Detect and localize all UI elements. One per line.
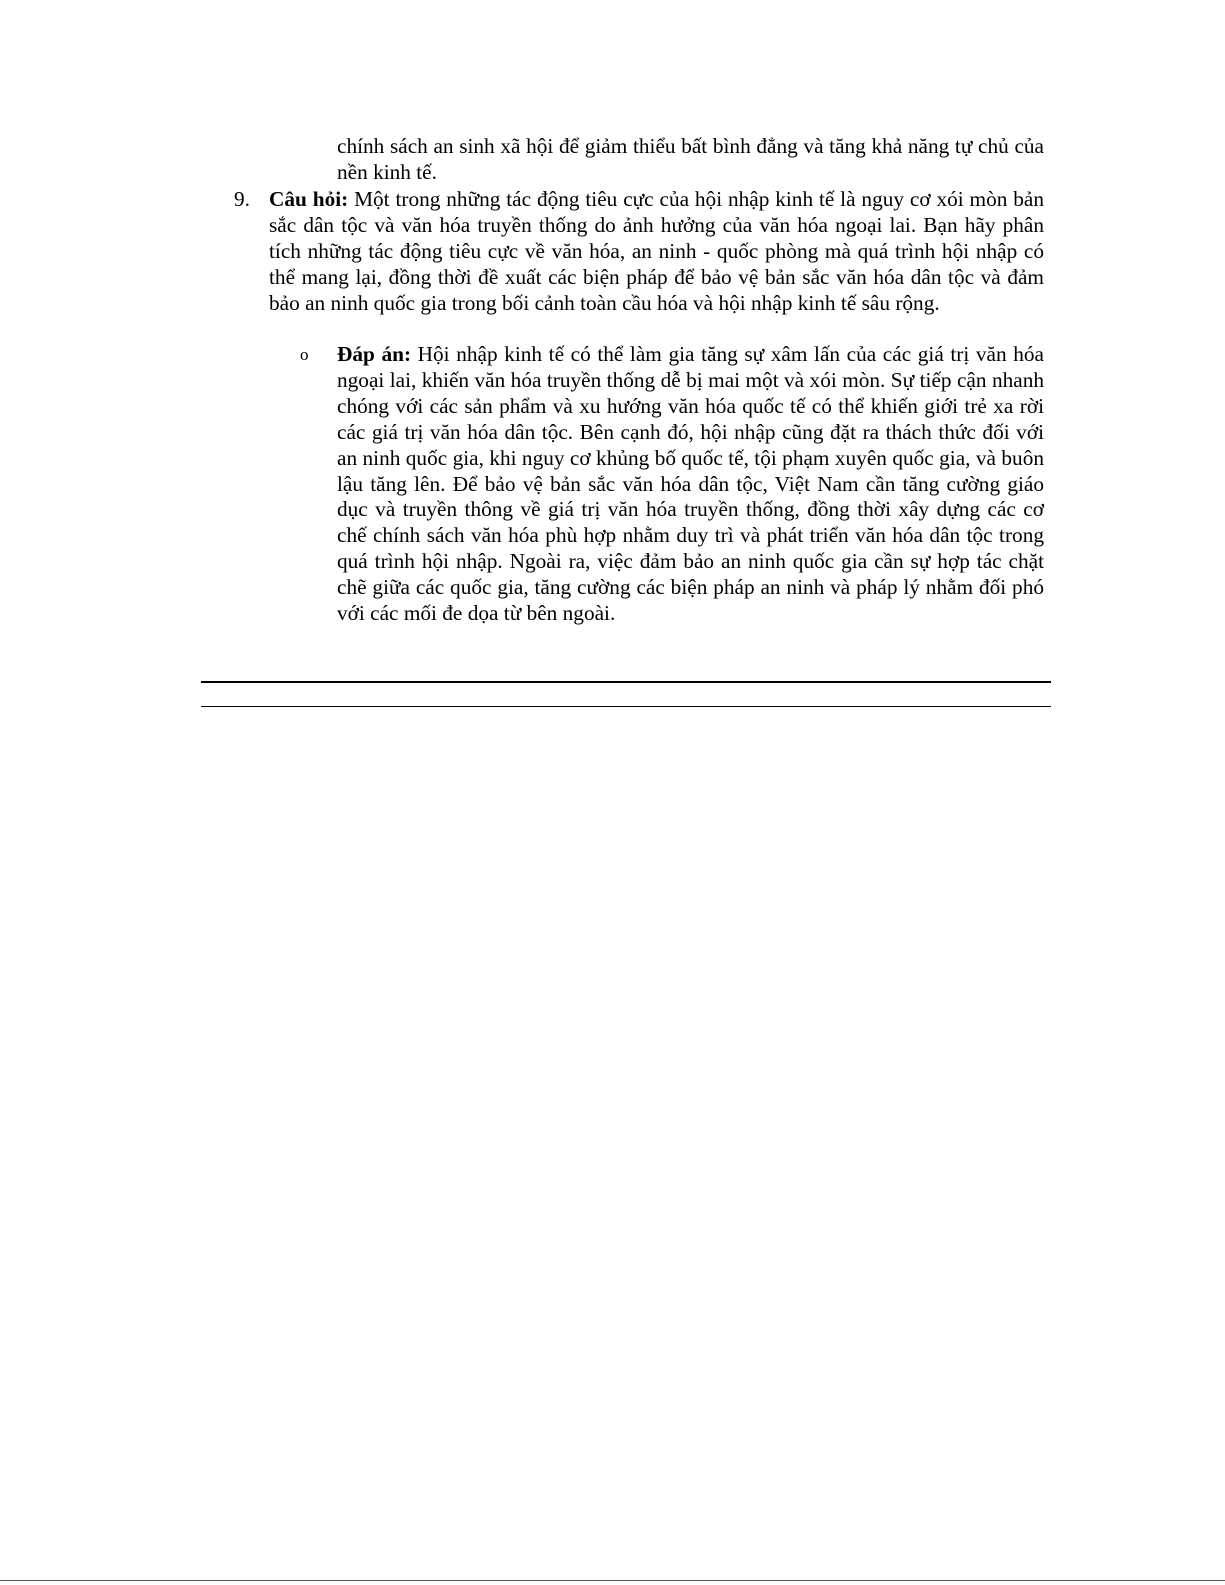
continuation-paragraph: chính sách an sinh xã hội để giảm thiểu bất bình đẳng và tăng khả năng tự chủ của nền kinh tế. (337, 134, 1044, 184)
answer-label: Đáp án: (337, 342, 412, 366)
answer-bullet: o (300, 345, 309, 364)
question-number: 9. (234, 187, 250, 211)
horizontal-rule (201, 706, 1051, 707)
question-label: Câu hỏi: (269, 187, 349, 211)
question-text: Một trong những tác động tiêu cực của hội nhập kinh tế là nguy cơ xói mòn bản sắc dân tộc và văn hóa truyền thống do ảnh hưởng của văn hóa ngoại lai. Bạn hãy phân tích những tác động tiêu cực về văn hóa, an ninh - quốc phòng mà quá trình hội nhập có thể mang lại, đồng thời đề xuất các biện pháp để bảo vệ bản sắc văn hóa dân tộc và đảm bảo an ninh quốc gia trong bối cảnh toàn cầu hóa và hội nhập kinh tế sâu rộng. (269, 187, 1044, 315)
answer-text: Hội nhập kinh tế có thể làm gia tăng sự xâm lấn của các giá trị văn hóa ngoại lai, khiến văn hóa truyền thống dễ bị mai một và xói mòn. Sự tiếp cận nhanh chóng với các sản phẩm và xu hướng văn hóa quốc tế có thể khiến giới trẻ xa rời các giá trị văn hóa dân tộc. Bên cạnh đó, hội nhập cũng đặt ra thách thức đối với an ninh quốc gia, khi nguy cơ khủng bố quốc tế, tội phạm xuyên quốc gia, và buôn lậu tăng lên. Để bảo vệ bản sắc văn hóa dân tộc, Việt Nam cần tăng cường giáo dục và truyền thông về giá trị văn hóa truyền thống, đồng thời xây dựng các cơ chế chính sách văn hóa phù hợp nhằm duy trì và phát triển văn hóa dân tộc trong quá trình hội nhập. Ngoài ra, việc đảm bảo an ninh quốc gia cần sự hợp tác chặt chẽ giữa các quốc gia, tăng cường các biện pháp an ninh và pháp lý nhằm đối phó với các mối đe dọa từ bên ngoài. (337, 342, 1044, 626)
question-paragraph (269, 187, 1044, 317)
answer-paragraph (337, 342, 1044, 627)
horizontal-rule (201, 681, 1051, 683)
page-bottom-edge (0, 1580, 1225, 1581)
